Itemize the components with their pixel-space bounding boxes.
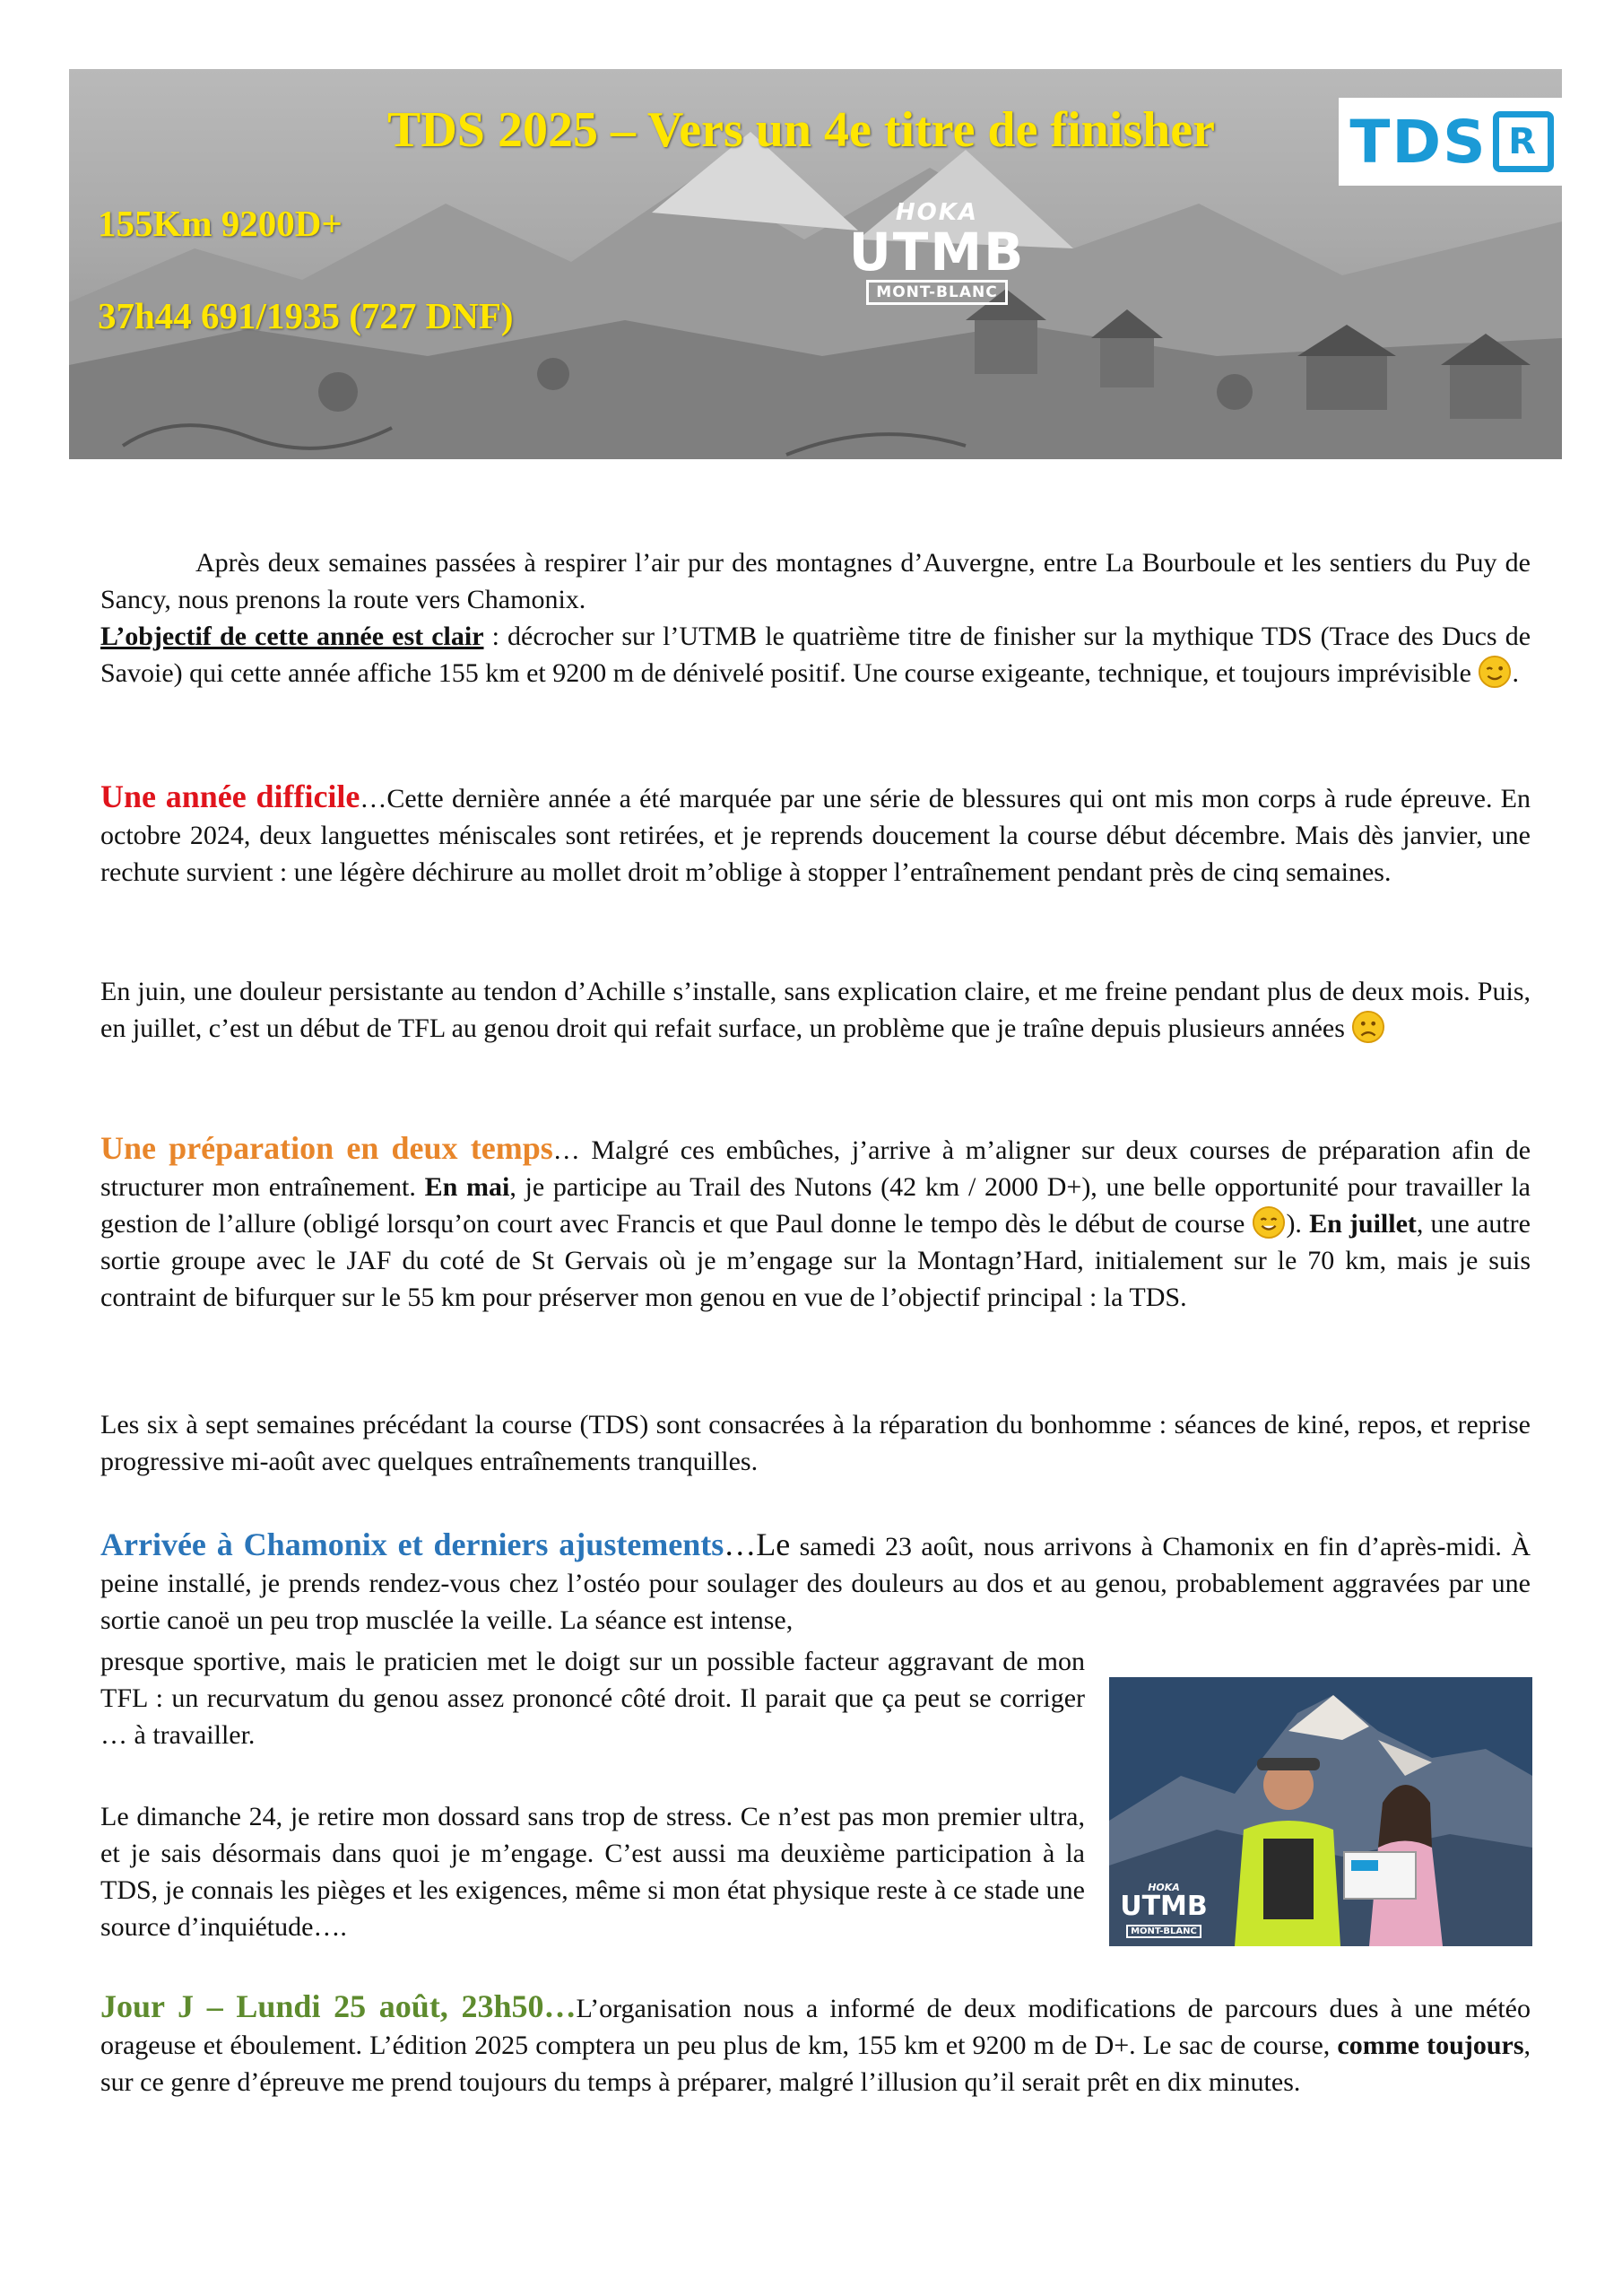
section-chamonix bbox=[100, 1526, 1531, 1639]
utmb-logo-hoka: HOKA bbox=[895, 199, 979, 226]
recovery-text: Les six à sept semaines précédant la course (TDS) sont consacrées à la réparation du bonhomme : séances de kiné, repos, et reprise progressive mi-août avec quelques entraînements tranquilles. bbox=[100, 1410, 1531, 1476]
intro-text: Après deux semaines passées à respirer l’air pur des montagnes d’Auvergne, entre La Bourboule et les sentiers du Puy de Sancy, nous prenons la route vers Chamonix. bbox=[100, 548, 1531, 614]
tds-logo-mark: R bbox=[1493, 111, 1554, 172]
bib-text: Le dimanche 24, je retire mon dossard sans trop de stress. Ce n’est pas mon premier ultra, et je sais désormais dans quoi je m’engage. C’est aussi ma deuxième participation à la TDS, je connais les pièges et les exigences, même si mon état physique reste à ce stade une source d’inquiétude…. bbox=[100, 1802, 1085, 1942]
objective-text: : décrocher sur l’UTMB le quatrième titre de finisher sur la mythique TDS (Trace des Ducs de Savoie) qui cette année affiche 155 km et 9200 m de dénivelé positif. Une course exigeante, technique, et toujours imprévisible bbox=[100, 622, 1531, 688]
frown-emoji-icon bbox=[1351, 1010, 1385, 1044]
osteo-text: presque sportive, mais le praticien met le doigt sur un possible facteur aggravant de mon TFL : un recurvatum du genou assez prononcé côté droit. Il parait que ça peut se corriger … à travailler. bbox=[100, 1647, 1085, 1750]
heading-difficult-year: Une année difficile bbox=[100, 778, 360, 814]
utmb-logo bbox=[794, 199, 1080, 316]
objective-label: L’objectif de cette année est clair bbox=[100, 622, 484, 651]
utmb-logo-name: UTMB bbox=[848, 222, 1026, 283]
race-day-bold: comme toujours bbox=[1337, 2031, 1524, 2060]
photo-logo-hoka: HOKA bbox=[1148, 1882, 1180, 1893]
preparation-text-3: ). bbox=[1286, 1209, 1310, 1239]
photo-logo-name: UTMB bbox=[1120, 1891, 1208, 1922]
paragraph-recovery bbox=[100, 1406, 1531, 1480]
difficult-year-text: …Cette dernière année a été marquée par une série de blessures qui ont mis mon corps à rude épreuve. En octobre 2024, deux languettes méniscales sont retirées, et je reprends doucement la course début décembre. Mais dès janvier, une rechute survient : une légère déchirure au mollet droit m’oblige à stopper l’entraînement pendant près de cinq semaines. bbox=[100, 784, 1531, 887]
preparation-text-1: … Malgré ces embûches, j’arrive à m’aligner sur deux courses de préparation afin de structurer mon entraînement. bbox=[100, 1135, 1531, 1202]
preparation-text-2: , je participe au Trail des Nutons (42 km / 2000 D+), une belle opportunité pour travailler la gestion de l’allure (obligé lorsqu’on court avec Francis et que Paul donne le tempo dès le début de course bbox=[100, 1172, 1531, 1239]
section-preparation bbox=[100, 1130, 1531, 1316]
section-difficult-year bbox=[100, 778, 1531, 891]
tds-logo bbox=[1339, 98, 1562, 186]
header-banner bbox=[69, 69, 1562, 459]
utmb-logo-sub: MONT-BLANC bbox=[866, 280, 1007, 305]
banner-distance: 155Km 9200D+ bbox=[98, 203, 343, 244]
banner-result: 37h44 691/1935 (727 DNF) bbox=[98, 295, 514, 336]
intro-paragraph bbox=[100, 544, 1531, 691]
paragraph-injuries bbox=[100, 973, 1531, 1047]
paragraph-bib bbox=[100, 1798, 1085, 1945]
race-day-dots: … bbox=[543, 1988, 577, 2024]
injuries-text: En juin, une douleur persistante au tendon d’Achille s’installe, sans explication claire, et me freine pendant plus de deux mois. Puis, en juillet, c’est un début de TFL au genou droit qui refait surface, un problème que je traîne depuis plusieurs années bbox=[100, 977, 1531, 1043]
smile-emoji-icon bbox=[1252, 1205, 1286, 1239]
heading-race-day: Jour J – Lundi 25 août, 23h50 bbox=[100, 1988, 544, 2024]
preparation-may: En mai bbox=[424, 1172, 510, 1202]
banner-title: TDS 2025 – Vers un 4e titre de finisher bbox=[387, 102, 1215, 158]
finisher-photo bbox=[1109, 1677, 1532, 1946]
heading-preparation: Une préparation en deux temps bbox=[100, 1130, 553, 1166]
chamonix-text-1: samedi 23 août, nous arrivons à Chamonix en fin d’après-midi. À peine installé, je prends rendez-vous chez l’ostéo pour soulager des douleurs au dos et au genou, probablement aggravées par une sortie canoë un peu trop musclée la veille. La séance est intense, bbox=[100, 1532, 1531, 1635]
chamonix-lead: …Le bbox=[724, 1526, 791, 1562]
paragraph-osteo bbox=[100, 1643, 1085, 1753]
photo-logo-sub: MONT-BLANC bbox=[1126, 1925, 1201, 1938]
preparation-july: En juillet bbox=[1309, 1209, 1417, 1239]
tds-logo-text: TDS bbox=[1349, 107, 1488, 177]
preparation-text-4: , une autre sortie groupe avec le JAF du coté de St Gervais où je m’engage sur la Montagn’Hard, initialement sur le 70 km, mais je suis contraint de bifurquer sur le 55 km pour préserver mon genou en vue de l’objectif principal : la TDS. bbox=[100, 1209, 1531, 1312]
objective-end: . bbox=[1512, 658, 1519, 688]
race-day-text-2: , sur ce genre d’épreuve me prend toujours du temps à préparer, malgré l’illusion qu’il serait prêt en dix minutes. bbox=[100, 2031, 1531, 2097]
photo-utmb-logo bbox=[1115, 1882, 1213, 1938]
race-day-text-1: L’organisation nous a informé de deux modifications de parcours dues à une météo orageuse et éboulement. L’édition 2025 comptera un peu plus de km, 155 km et 9200 m de D+. Le sac de course, bbox=[100, 1994, 1531, 2060]
wink-emoji-icon bbox=[1478, 655, 1512, 689]
section-race-day bbox=[100, 1988, 1531, 2100]
heading-chamonix: Arrivée à Chamonix et derniers ajustements bbox=[100, 1526, 724, 1562]
